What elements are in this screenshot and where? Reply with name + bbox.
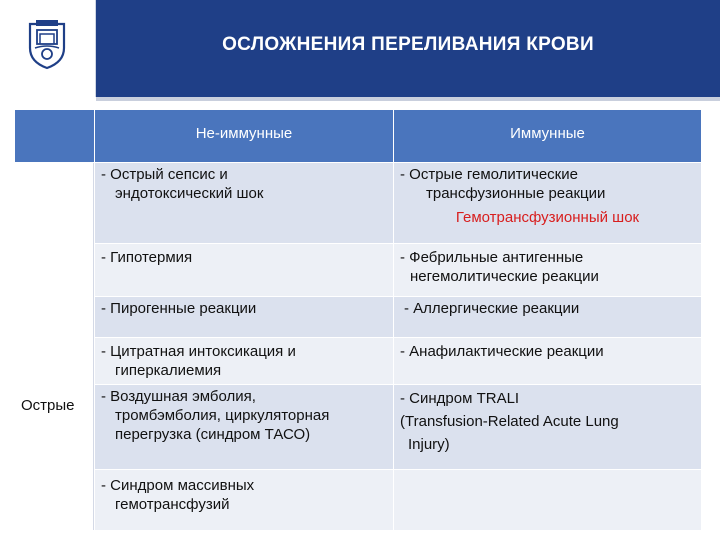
title-bar xyxy=(96,0,720,97)
cell-text: - Синдром массивных xyxy=(101,477,255,494)
corner-header-cell xyxy=(15,110,94,162)
cell-text: Injury) xyxy=(408,436,450,453)
cell-text: - Пирогенные реакции xyxy=(101,300,257,317)
cell-text: перегрузка (синдром ТАСО) xyxy=(115,426,311,443)
table-cell-non-immune-3 xyxy=(95,297,393,337)
cell-text: - Аллергические реакции xyxy=(404,300,580,317)
table-cell-immune-3 xyxy=(394,297,701,337)
highlight-text: Гемотрансфузионный шок xyxy=(455,209,640,226)
table-cell-immune-2 xyxy=(394,244,701,296)
cell-text: - Анафилактические реакции xyxy=(400,343,604,360)
cell-text: - Острые гемолитические xyxy=(400,166,578,183)
header-divider xyxy=(96,97,720,101)
table-cell-non-immune-6 xyxy=(95,470,393,530)
cell-text: трансфузионные реакции xyxy=(426,185,606,202)
cell-text: - Воздушная эмболия, xyxy=(101,388,256,405)
page-title: ОСЛОЖНЕНИЯ ПЕРЕЛИВАНИЯ КРОВИ xyxy=(222,34,594,55)
table-cell-non-immune-1 xyxy=(95,163,393,243)
cell-text: - Синдром TRALI xyxy=(400,390,520,407)
table-cell-immune-1 xyxy=(394,163,701,243)
cell-text: эндотоксический шок xyxy=(115,185,264,202)
cell-text: (Transfusion-Related Acute Lung xyxy=(400,413,619,430)
cell-text: - Цитратная интоксикация и xyxy=(101,343,296,360)
row-label-cell xyxy=(15,163,94,530)
row-label-acute: Острые xyxy=(21,397,75,414)
cell-text: - Острый сепсис и xyxy=(101,166,228,183)
cell-text: - Фебрильные антигенные xyxy=(400,249,584,266)
logo-area xyxy=(0,0,96,97)
cell-text: негемолитические реакции xyxy=(410,268,599,285)
cell-text: тромбэмболия, циркуляторная xyxy=(115,407,330,424)
cell-text: гемотрансфузий xyxy=(115,496,230,513)
table-cell-immune-5 xyxy=(394,385,701,469)
university-crest-icon xyxy=(26,18,68,70)
column-header-immune: Иммунные xyxy=(394,110,701,162)
table-cell-immune-6 xyxy=(394,470,701,530)
table-cell-immune-4 xyxy=(394,338,701,384)
column-header-non-immune: Не-иммунные xyxy=(95,110,393,162)
cell-text: гиперкалиемия xyxy=(115,362,222,379)
complications-table xyxy=(15,110,701,530)
table-cell-non-immune-5 xyxy=(95,385,393,469)
cell-text: - Гипотермия xyxy=(101,249,193,266)
table-cell-non-immune-4 xyxy=(95,338,393,384)
table-cell-non-immune-2 xyxy=(95,244,393,296)
